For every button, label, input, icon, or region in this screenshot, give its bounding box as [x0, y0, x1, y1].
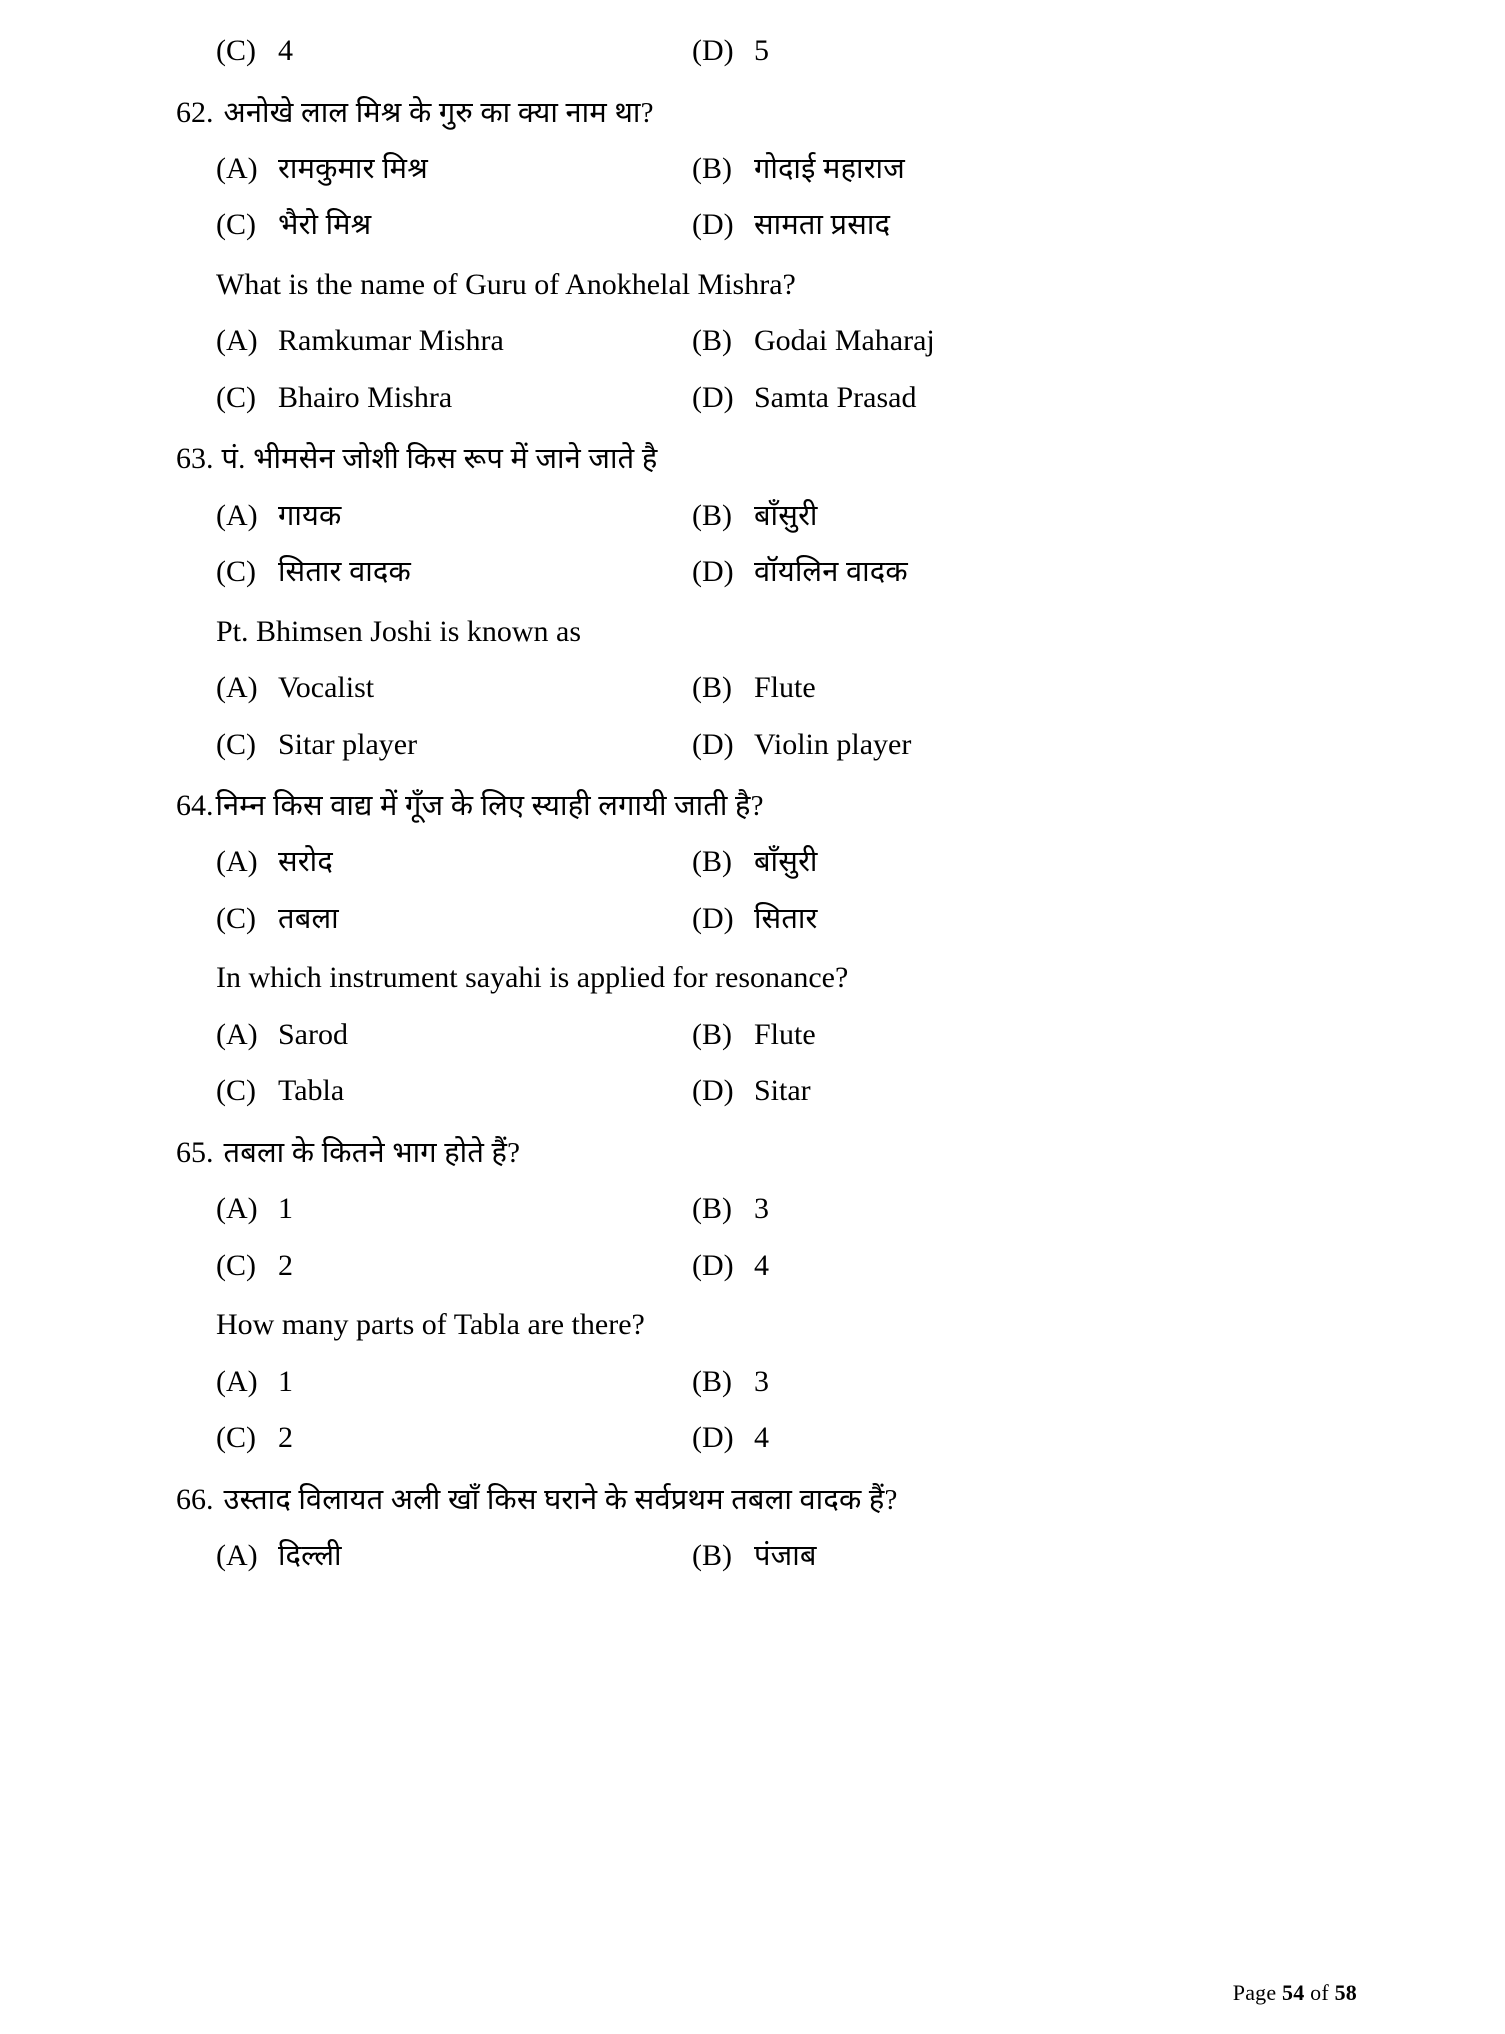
option-label: (A) — [216, 1017, 258, 1051]
question-text: निम्न किस वाद्य में गूँज के लिए स्याही लगायी जाती है? — [215, 790, 764, 823]
option-b — [684, 324, 1356, 359]
option-value: रामकुमार मिश्र — [278, 152, 428, 185]
question-63-english — [216, 614, 1356, 649]
option-value: पंजाब — [754, 1540, 817, 1573]
question-64-hindi — [176, 788, 1356, 823]
option-value: 2 — [278, 1248, 293, 1282]
option-c — [176, 728, 684, 763]
question-text: Pt. Bhimsen Joshi is known as — [216, 614, 582, 648]
option-row — [176, 324, 1356, 359]
option-c — [176, 555, 684, 590]
question-63-hindi — [176, 441, 1356, 476]
option-label: (C) — [216, 380, 256, 414]
option-value: सामता प्रसाद — [754, 209, 891, 242]
option-value: 4 — [754, 1248, 769, 1282]
option-label: (B) — [692, 151, 732, 185]
option-label: (C) — [216, 901, 256, 935]
option-d — [684, 381, 1356, 416]
option-b — [684, 1192, 1356, 1227]
option-label: (B) — [692, 1192, 732, 1226]
question-text: तबला के कितने भाग होते हैं? — [223, 1136, 521, 1169]
question-text: What is the name of Guru of Anokhelal Mishra? — [216, 267, 796, 301]
question-number: 65. — [176, 1135, 214, 1169]
option-d — [684, 728, 1356, 763]
option-value: भैरो मिश्र — [278, 209, 372, 242]
option-b — [684, 1365, 1356, 1400]
option-row — [176, 1192, 1356, 1227]
option-value: 1 — [278, 1192, 293, 1226]
option-value: Sitar — [754, 1074, 811, 1108]
option-label: (A) — [216, 498, 258, 532]
question-text: उस्ताद विलायत अली खाँ किस घराने के सर्वप्रथम तबला वादक हैं? — [223, 1483, 898, 1516]
option-value: 5 — [754, 34, 769, 67]
option-label: (B) — [692, 845, 732, 879]
option-row — [176, 499, 1356, 534]
option-label: (D) — [692, 1248, 734, 1282]
footer-prefix: Page — [1232, 1980, 1277, 2005]
option-d — [684, 208, 1356, 243]
option-label: (C) — [216, 1421, 256, 1455]
option-label: (C) — [216, 555, 256, 589]
option-a — [176, 152, 684, 187]
option-value: 2 — [278, 1421, 293, 1455]
option-c — [176, 34, 684, 69]
option-a — [176, 1018, 684, 1053]
option-row — [176, 845, 1356, 880]
option-label: (C) — [216, 727, 256, 761]
option-value: Sitar player — [278, 727, 418, 761]
option-value: बाँसुरी — [754, 499, 818, 532]
option-value: तबला — [278, 902, 339, 935]
option-value: Bhairo Mishra — [278, 380, 453, 414]
option-d — [684, 1249, 1356, 1284]
page-content — [176, 34, 1356, 1574]
option-value: सितार — [754, 902, 818, 935]
option-row — [176, 1249, 1356, 1284]
option-value: गोदाई महाराज — [754, 152, 905, 185]
option-row — [176, 902, 1356, 937]
option-c — [176, 208, 684, 243]
question-66-hindi — [176, 1482, 1356, 1517]
option-row — [176, 671, 1356, 706]
option-value: 1 — [278, 1364, 293, 1398]
option-label: (C) — [216, 1248, 256, 1282]
option-value: वॉयलिन वादक — [754, 556, 908, 589]
option-value: दिल्ली — [278, 1540, 342, 1573]
option-label: (D) — [692, 380, 734, 414]
option-value: गायक — [278, 499, 342, 532]
option-value: Samta Prasad — [754, 380, 917, 414]
option-label: (D) — [692, 727, 734, 761]
question-62-english — [216, 267, 1356, 302]
option-label: (D) — [692, 901, 734, 935]
option-c — [176, 1249, 684, 1284]
question-64-english — [216, 960, 1356, 995]
option-d — [684, 1421, 1356, 1456]
option-row — [176, 381, 1356, 416]
option-value: बाँसुरी — [754, 846, 818, 879]
option-label: (A) — [216, 1192, 258, 1226]
option-value: Tabla — [278, 1074, 345, 1108]
option-d — [684, 34, 1356, 69]
option-value: Vocalist — [278, 671, 375, 705]
option-value: Godai Maharaj — [754, 324, 935, 358]
footer-total-pages: 58 — [1334, 1980, 1357, 2005]
option-b — [684, 152, 1356, 187]
option-label: (D) — [692, 208, 734, 242]
option-row — [176, 1074, 1356, 1109]
question-65-hindi — [176, 1135, 1356, 1170]
option-b — [684, 1018, 1356, 1053]
page-footer — [1233, 1980, 1357, 2006]
question-65-english — [216, 1307, 1356, 1342]
option-b — [684, 499, 1356, 534]
option-label: (A) — [216, 151, 258, 185]
option-label: (D) — [692, 1074, 734, 1108]
option-value: सितार वादक — [278, 556, 411, 589]
question-number: 63. — [176, 442, 214, 476]
option-c — [176, 902, 684, 937]
option-b — [684, 1539, 1356, 1574]
option-label: (A) — [216, 671, 258, 705]
footer-separator: of — [1310, 1980, 1329, 2005]
option-value: 3 — [754, 1364, 769, 1398]
option-row — [176, 1539, 1356, 1574]
option-c — [176, 1074, 684, 1109]
option-label: (D) — [692, 1421, 734, 1455]
option-a — [176, 499, 684, 534]
option-value: Flute — [754, 671, 816, 705]
option-label: (A) — [216, 324, 258, 358]
option-label: (C) — [216, 208, 256, 242]
question-62-hindi — [176, 95, 1356, 130]
option-label: (B) — [692, 498, 732, 532]
option-label: (B) — [692, 1539, 732, 1573]
option-a — [176, 1365, 684, 1400]
option-d — [684, 555, 1356, 590]
question-text: In which instrument sayahi is applied for resonance? — [216, 961, 849, 995]
footer-page-number: 54 — [1282, 1980, 1305, 2005]
question-text: पं. भीमसेन जोशी किस रूप में जाने जाते है — [221, 443, 658, 476]
option-value: Violin player — [754, 727, 912, 761]
option-label: (A) — [216, 845, 258, 879]
option-row — [176, 34, 1356, 69]
option-d — [684, 1074, 1356, 1109]
option-d — [684, 902, 1356, 937]
option-c — [176, 381, 684, 416]
option-a — [176, 1192, 684, 1227]
question-text: How many parts of Tabla are there? — [216, 1308, 645, 1342]
option-row — [176, 555, 1356, 590]
option-value: सरोद — [278, 846, 333, 879]
option-label: (A) — [216, 1539, 258, 1573]
option-a — [176, 324, 684, 359]
option-row — [176, 728, 1356, 763]
option-label: (C) — [216, 34, 256, 67]
option-label: (B) — [692, 1017, 732, 1051]
option-a — [176, 1539, 684, 1574]
option-label: (D) — [692, 34, 734, 67]
option-b — [684, 671, 1356, 706]
option-value: 4 — [278, 34, 293, 67]
question-text: अनोखे लाल मिश्र के गुरु का क्या नाम था? — [223, 96, 654, 129]
option-row — [176, 208, 1356, 243]
option-label: (B) — [692, 324, 732, 358]
option-a — [176, 671, 684, 706]
option-row — [176, 1018, 1356, 1053]
option-label: (B) — [692, 671, 732, 705]
option-label: (C) — [216, 1074, 256, 1108]
option-row — [176, 152, 1356, 187]
option-b — [684, 845, 1356, 880]
option-value: Sarod — [278, 1017, 348, 1051]
option-label: (A) — [216, 1364, 258, 1398]
question-number: 64. — [176, 789, 214, 823]
option-label: (D) — [692, 555, 734, 589]
option-row — [176, 1421, 1356, 1456]
option-value: 3 — [754, 1192, 769, 1226]
option-label: (B) — [692, 1364, 732, 1398]
option-value: 4 — [754, 1421, 769, 1455]
option-a — [176, 845, 684, 880]
option-c — [176, 1421, 684, 1456]
option-value: Flute — [754, 1017, 816, 1051]
question-number: 66. — [176, 1482, 214, 1516]
question-number: 62. — [176, 95, 214, 129]
option-row — [176, 1365, 1356, 1400]
option-value: Ramkumar Mishra — [278, 324, 504, 358]
